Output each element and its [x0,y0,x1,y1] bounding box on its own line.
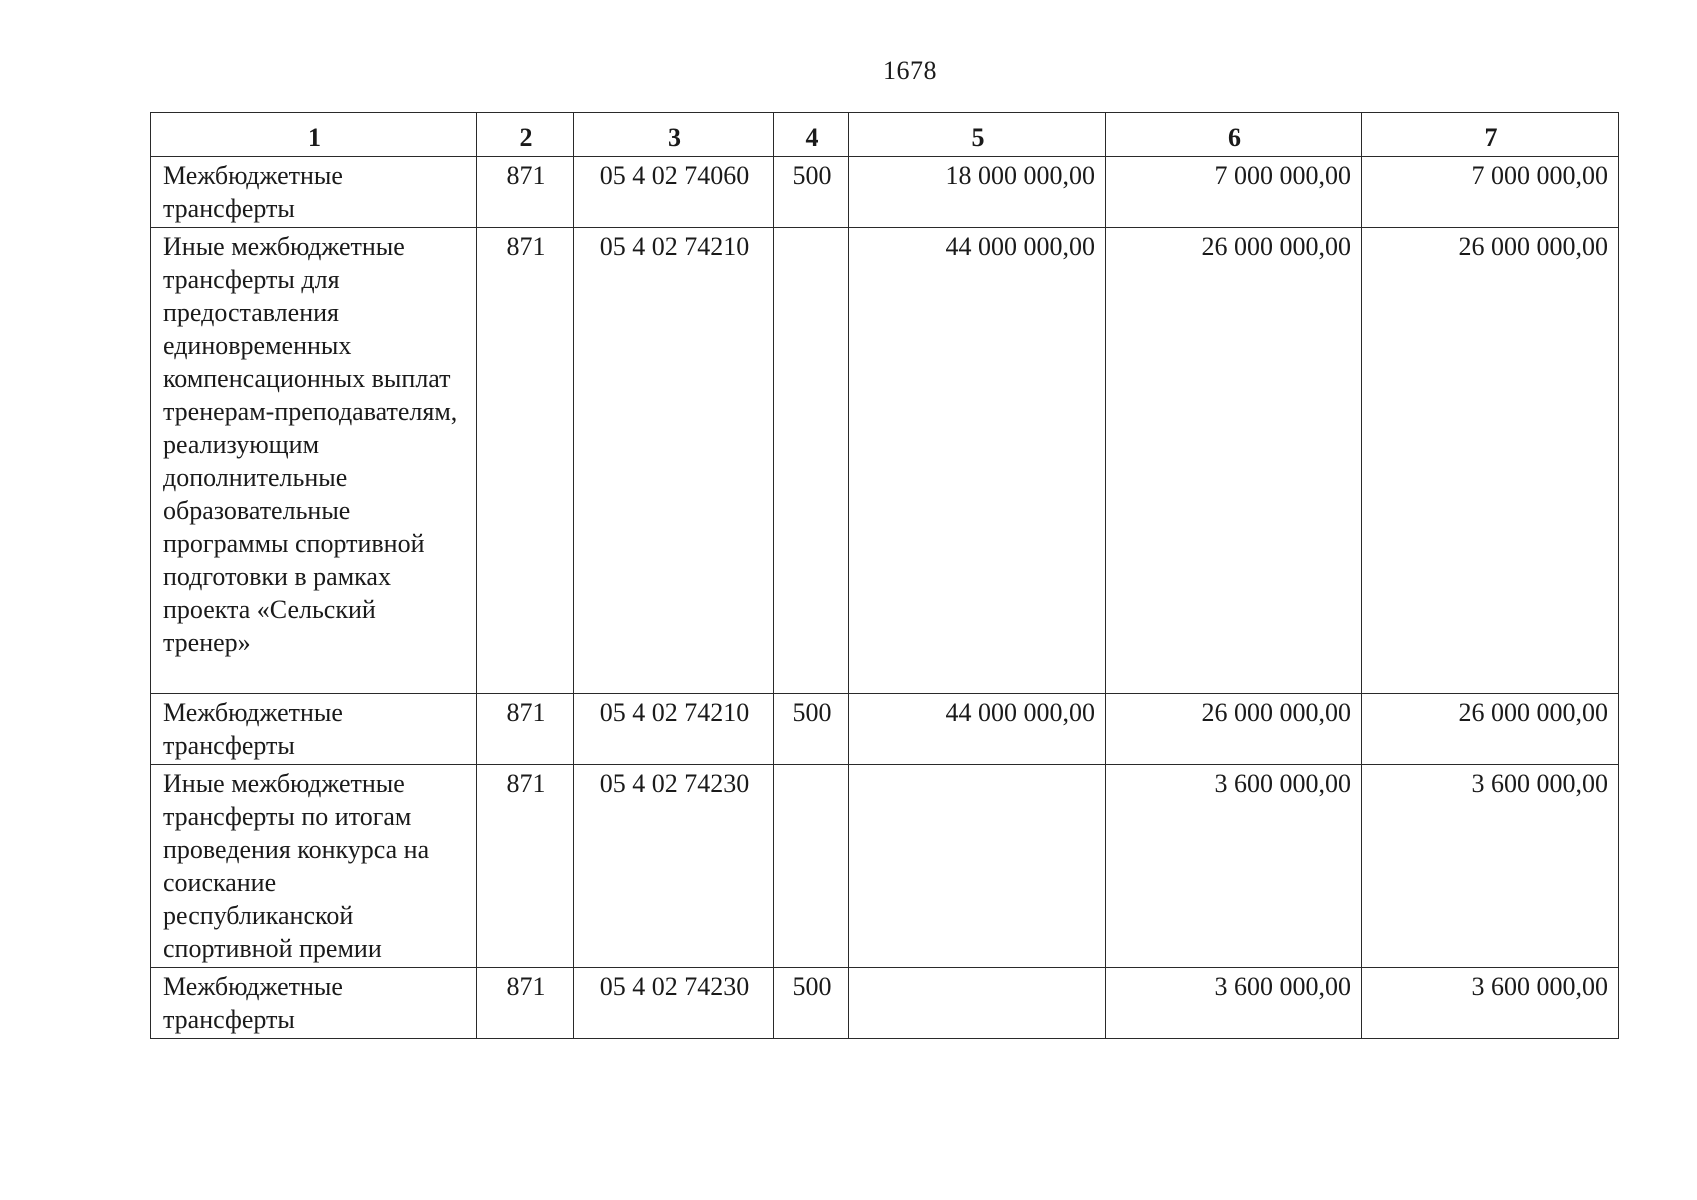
cell-col2: 871 [477,694,574,765]
cell-name: Иные межбюджетные трансферты по итогам проведения конкурса на соискание республиканской спортивной премии [151,765,477,968]
cell-col6: 26 000 000,00 [1106,694,1362,765]
cell-col3: 05 4 02 74230 [574,765,774,968]
table-row [151,228,1619,694]
cell-col4: 500 [774,157,849,228]
cell-col2: 871 [477,228,574,694]
column-header-4: 4 [774,113,849,157]
cell-col6: 3 600 000,00 [1106,968,1362,1039]
cell-col4 [774,228,849,694]
table-row [151,765,1619,968]
cell-col5: 44 000 000,00 [849,694,1106,765]
column-header-5: 5 [849,113,1106,157]
cell-col3: 05 4 02 74230 [574,968,774,1039]
cell-col2: 871 [477,157,574,228]
cell-name: Межбюджетные трансферты [151,157,477,228]
cell-col6: 7 000 000,00 [1106,157,1362,228]
cell-col5: 18 000 000,00 [849,157,1106,228]
cell-col7: 26 000 000,00 [1362,694,1619,765]
table-row [151,968,1619,1039]
table-row [151,157,1619,228]
cell-col3: 05 4 02 74060 [574,157,774,228]
cell-col4: 500 [774,694,849,765]
column-header-2: 2 [477,113,574,157]
budget-table [150,112,1619,1039]
cell-col7: 3 600 000,00 [1362,765,1619,968]
cell-col3: 05 4 02 74210 [574,694,774,765]
cell-col2: 871 [477,765,574,968]
page-number: 1678 [883,56,937,85]
column-header-3: 3 [574,113,774,157]
cell-name: Иные межбюджетные трансферты для предоставления единовременных компенсационных выплат тренерам-преподавателям, реализующим дополнительные образовательные программы спортивной подготовки в рамках проекта «Сельский тренер» [151,228,477,694]
cell-col7: 26 000 000,00 [1362,228,1619,694]
column-header-6: 6 [1106,113,1362,157]
table-row [151,694,1619,765]
cell-col7: 3 600 000,00 [1362,968,1619,1039]
column-header-1: 1 [151,113,477,157]
cell-col4: 500 [774,968,849,1039]
cell-col4 [774,765,849,968]
column-header-7: 7 [1362,113,1619,157]
cell-name: Межбюджетные трансферты [151,694,477,765]
cell-col2: 871 [477,968,574,1039]
cell-col3: 05 4 02 74210 [574,228,774,694]
cell-col6: 26 000 000,00 [1106,228,1362,694]
cell-col7: 7 000 000,00 [1362,157,1619,228]
cell-col6: 3 600 000,00 [1106,765,1362,968]
cell-col5: 44 000 000,00 [849,228,1106,694]
cell-col5 [849,968,1106,1039]
table-header-row [151,113,1619,157]
cell-name: Межбюджетные трансферты [151,968,477,1039]
cell-col5 [849,765,1106,968]
